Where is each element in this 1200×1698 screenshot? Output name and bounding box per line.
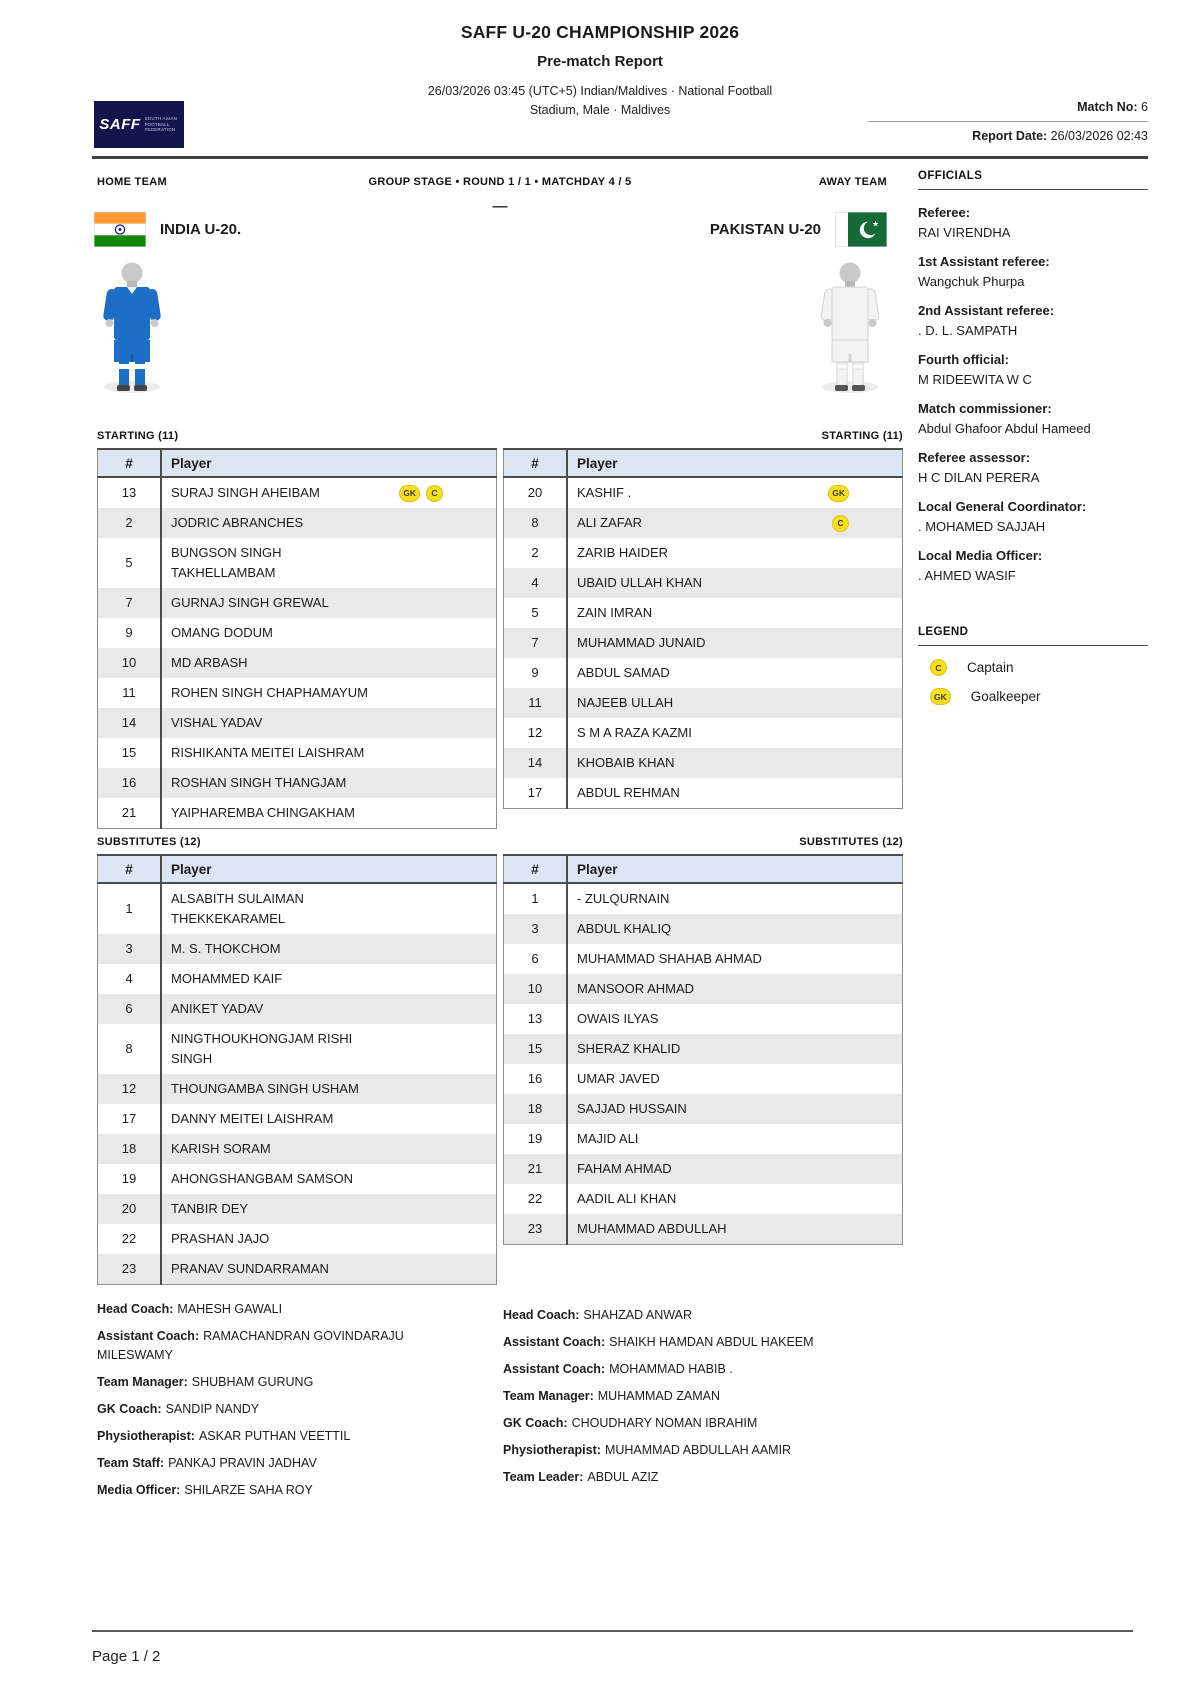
player-row bbox=[504, 1154, 903, 1184]
official-entry bbox=[918, 301, 1148, 341]
player-name: RISHIKANTA MEITEI LAISHRAM bbox=[171, 745, 365, 760]
player-number: 13 bbox=[98, 477, 162, 508]
staff-entry bbox=[97, 1327, 475, 1365]
player-number: 14 bbox=[98, 708, 162, 738]
staff-entry bbox=[503, 1306, 933, 1325]
player-number: 23 bbox=[98, 1254, 162, 1285]
player-row bbox=[98, 1194, 497, 1224]
player-name: PRANAV SUNDARRAMAN bbox=[171, 1261, 329, 1276]
staff-entry bbox=[97, 1373, 475, 1392]
official-entry bbox=[918, 399, 1148, 439]
player-name: THOUNGAMBA SINGH USHAM bbox=[171, 1081, 359, 1096]
player-row bbox=[98, 934, 497, 964]
player-row bbox=[98, 477, 497, 508]
home-staff-section bbox=[97, 1300, 475, 1508]
player-name: ABDUL SAMAD bbox=[577, 665, 670, 680]
player-name: YAIPHAREMBA CHINGAKHAM bbox=[171, 805, 355, 820]
staff-name: ABDUL AZIZ bbox=[587, 1470, 659, 1484]
player-row bbox=[504, 538, 903, 568]
staff-entry bbox=[97, 1481, 475, 1500]
player-number: 7 bbox=[504, 628, 568, 658]
player-name: TANBIR DEY bbox=[171, 1201, 249, 1216]
staff-role-label: GK Coach: bbox=[97, 1402, 162, 1416]
staff-name: MUHAMMAD ABDULLAH AAMIR bbox=[604, 1443, 792, 1457]
player-name: NINGTHOUKHONGJAM RISHI SINGH bbox=[171, 1031, 353, 1066]
player-number: 11 bbox=[504, 688, 568, 718]
away-kit-figure bbox=[818, 258, 882, 394]
player-row bbox=[98, 738, 497, 768]
match-datetime-venue-line2: Stadium, Male · Maldives bbox=[529, 103, 671, 117]
official-entry bbox=[918, 350, 1148, 390]
player-row bbox=[504, 974, 903, 1004]
player-column-header: Player bbox=[567, 855, 903, 883]
player-row bbox=[504, 1004, 903, 1034]
player-row bbox=[504, 778, 903, 809]
staff-role-label: Physiotherapist: bbox=[97, 1429, 195, 1443]
player-number: 18 bbox=[98, 1134, 162, 1164]
away-substitutes-label: SUBSTITUTES (12) bbox=[799, 836, 903, 848]
goalkeeper-badge: GK bbox=[828, 485, 849, 502]
official-role-label: 1st Assistant referee: bbox=[918, 254, 1050, 269]
legend-list bbox=[918, 659, 1148, 705]
player-number: 8 bbox=[504, 508, 568, 538]
player-number: 14 bbox=[504, 748, 568, 778]
svg-text:★: ★ bbox=[872, 219, 880, 229]
player-name: UMAR JAVED bbox=[577, 1071, 660, 1086]
officials-panel bbox=[918, 170, 1148, 595]
staff-role-label: Team Manager: bbox=[97, 1375, 188, 1389]
home-substitutes-section bbox=[97, 836, 497, 1285]
player-name: ALSABITH SULAIMAN THEKKEKARAMEL bbox=[171, 891, 304, 926]
player-name: GURNAJ SINGH GREWAL bbox=[171, 595, 329, 610]
player-number: 21 bbox=[98, 798, 162, 829]
player-name: MUHAMMAD SHAHAB AHMAD bbox=[577, 951, 762, 966]
away-starting-table bbox=[503, 448, 903, 809]
number-column-header: # bbox=[504, 449, 568, 477]
legend-badge-icon: C bbox=[930, 659, 947, 676]
player-column-header: Player bbox=[161, 855, 497, 883]
player-name: SURAJ SINGH AHEIBAM bbox=[171, 485, 320, 500]
match-number-value: 6 bbox=[1141, 100, 1148, 114]
table-header-row bbox=[504, 449, 903, 477]
legend-item bbox=[930, 688, 1148, 705]
number-column-header: # bbox=[98, 855, 162, 883]
home-kit-figure bbox=[100, 258, 164, 394]
player-name: ZARIB HAIDER bbox=[577, 545, 669, 560]
player-number: 17 bbox=[504, 778, 568, 809]
staff-role-label: Team Leader: bbox=[503, 1470, 584, 1484]
staff-name: SANDIP NANDY bbox=[165, 1402, 260, 1416]
report-date-value: 26/03/2026 02:43 bbox=[1050, 129, 1148, 143]
player-row bbox=[98, 994, 497, 1024]
staff-role-label: Assistant Coach: bbox=[503, 1335, 606, 1349]
match-number-label: Match No: bbox=[1077, 100, 1138, 114]
player-number: 15 bbox=[98, 738, 162, 768]
home-substitutes-label: SUBSTITUTES (12) bbox=[97, 836, 201, 848]
player-row bbox=[98, 1134, 497, 1164]
player-name: ZAIN IMRAN bbox=[577, 605, 653, 620]
report-date bbox=[868, 122, 1148, 143]
official-name: . D. L. SAMPATH bbox=[918, 323, 1018, 338]
staff-name: SHILARZE SAHA ROY bbox=[184, 1483, 313, 1497]
goalkeeper-badge: GK bbox=[399, 485, 420, 502]
staff-role-label: Assistant Coach: bbox=[503, 1362, 606, 1376]
player-row bbox=[98, 964, 497, 994]
player-name: MOHAMMED KAIF bbox=[171, 971, 283, 986]
legend-heading: LEGEND bbox=[918, 626, 1148, 646]
number-column-header: # bbox=[98, 449, 162, 477]
player-number: 12 bbox=[98, 1074, 162, 1104]
player-column-header: Player bbox=[161, 449, 497, 477]
player-name: OMANG DODUM bbox=[171, 625, 273, 640]
player-row bbox=[504, 688, 903, 718]
player-name: M. S. THOKCHOM bbox=[171, 941, 281, 956]
officials-list bbox=[918, 203, 1148, 586]
staff-entry bbox=[503, 1414, 933, 1433]
staff-role-label: Head Coach: bbox=[503, 1308, 580, 1322]
player-name: KASHIF . bbox=[577, 485, 632, 500]
official-role-label: Local General Coordinator: bbox=[918, 499, 1087, 514]
player-number: 11 bbox=[98, 678, 162, 708]
player-row bbox=[98, 708, 497, 738]
player-name: KHOBAIB KHAN bbox=[577, 755, 675, 770]
home-team-name: INDIA U-20. bbox=[160, 221, 242, 238]
staff-role-label: Team Manager: bbox=[503, 1389, 594, 1403]
staff-entry bbox=[97, 1400, 475, 1419]
player-name: MD ARBASH bbox=[171, 655, 248, 670]
player-name: PRASHAN JAJO bbox=[171, 1231, 270, 1246]
official-entry bbox=[918, 497, 1148, 537]
player-number: 10 bbox=[98, 648, 162, 678]
legend-badge-icon: GK bbox=[930, 688, 951, 705]
player-row bbox=[504, 477, 903, 508]
player-name: BUNGSON SINGH TAKHELLAMBAM bbox=[171, 545, 282, 580]
staff-name: SHAIKH HAMDAN ABDUL HAKEEM bbox=[609, 1335, 814, 1349]
away-staff-section bbox=[503, 1306, 933, 1495]
staff-entry bbox=[503, 1387, 933, 1406]
official-name: RAI VIRENDHA bbox=[918, 225, 1011, 240]
player-badges bbox=[399, 485, 487, 502]
india-flag-icon bbox=[94, 212, 146, 247]
player-name: FAHAM AHMAD bbox=[577, 1161, 672, 1176]
staff-role-label: Head Coach: bbox=[97, 1302, 174, 1316]
player-number: 6 bbox=[98, 994, 162, 1024]
official-role-label: Local Media Officer: bbox=[918, 548, 1043, 563]
player-name: UBAID ULLAH KHAN bbox=[577, 575, 702, 590]
player-name: MUHAMMAD JUNAID bbox=[577, 635, 706, 650]
player-number: 4 bbox=[98, 964, 162, 994]
staff-name: MAHESH GAWALI bbox=[177, 1302, 283, 1316]
staff-role-label: Physiotherapist: bbox=[503, 1443, 601, 1457]
staff-entry bbox=[97, 1300, 475, 1319]
staff-name: ASKAR PUTHAN VEETTIL bbox=[198, 1429, 351, 1443]
official-role-label: Referee: bbox=[918, 205, 971, 220]
player-row bbox=[504, 1034, 903, 1064]
captain-badge: C bbox=[426, 485, 443, 502]
player-row bbox=[504, 628, 903, 658]
staff-entry bbox=[97, 1427, 475, 1446]
official-name: Abdul Ghafoor Abdul Hameed bbox=[918, 421, 1091, 436]
staff-role-label: Media Officer: bbox=[97, 1483, 181, 1497]
player-number: 13 bbox=[504, 1004, 568, 1034]
player-number: 4 bbox=[504, 568, 568, 598]
pakistan-flag-icon bbox=[835, 212, 887, 247]
player-row bbox=[98, 538, 497, 588]
official-role-label: 2nd Assistant referee: bbox=[918, 303, 1055, 318]
player-row bbox=[98, 508, 497, 538]
away-team-name: PAKISTAN U-20 bbox=[709, 221, 821, 238]
player-row bbox=[504, 1094, 903, 1124]
staff-name: CHOUDHARY NOMAN IBRAHIM bbox=[571, 1416, 758, 1430]
player-row bbox=[98, 678, 497, 708]
home-starting-section bbox=[97, 430, 497, 829]
official-role-label: Match commissioner: bbox=[918, 401, 1052, 416]
player-row bbox=[504, 1184, 903, 1214]
player-number: 20 bbox=[504, 477, 568, 508]
saff-logo-caption: SOUTH ASIAN FOOTBALL FEDERATION bbox=[144, 116, 178, 133]
player-number: 22 bbox=[98, 1224, 162, 1254]
player-name: MAJID ALI bbox=[577, 1131, 639, 1146]
staff-name: SHAHZAD ANWAR bbox=[583, 1308, 692, 1322]
page-number: Page 1 / 2 bbox=[92, 1648, 161, 1665]
away-team bbox=[503, 212, 887, 247]
player-number: 23 bbox=[504, 1214, 568, 1245]
official-entry bbox=[918, 203, 1148, 243]
home-staff-list bbox=[97, 1300, 475, 1500]
player-row bbox=[504, 1124, 903, 1154]
player-number: 7 bbox=[98, 588, 162, 618]
player-name: S M A RAZA KAZMI bbox=[577, 725, 692, 740]
player-row bbox=[98, 883, 497, 934]
player-name: ROHEN SINGH CHAPHAMAYUM bbox=[171, 685, 368, 700]
saff-logo-text: SAFF bbox=[99, 116, 141, 133]
player-row bbox=[504, 914, 903, 944]
player-row bbox=[98, 1104, 497, 1134]
away-starting-section bbox=[503, 430, 903, 809]
player-name: ABDUL REHMAN bbox=[577, 785, 680, 800]
player-row bbox=[504, 568, 903, 598]
player-row bbox=[504, 508, 903, 538]
home-team bbox=[94, 212, 241, 247]
staff-name: MOHAMMAD HABIB . bbox=[609, 1362, 733, 1376]
player-row bbox=[504, 748, 903, 778]
staff-name: SHUBHAM GURUNG bbox=[191, 1375, 314, 1389]
player-row bbox=[98, 1024, 497, 1074]
staff-entry bbox=[503, 1360, 933, 1379]
player-row bbox=[98, 648, 497, 678]
player-name: MUHAMMAD ABDULLAH bbox=[577, 1221, 727, 1236]
page-title: SAFF U-20 CHAMPIONSHIP 2026 bbox=[460, 22, 740, 42]
player-name: MANSOOR AHMAD bbox=[577, 981, 695, 996]
player-number: 5 bbox=[504, 598, 568, 628]
player-row bbox=[98, 1224, 497, 1254]
player-number: 16 bbox=[98, 768, 162, 798]
player-row bbox=[98, 768, 497, 798]
away-starting-label: STARTING (11) bbox=[821, 430, 903, 442]
match-number bbox=[868, 100, 1148, 122]
home-team-label: HOME TEAM bbox=[97, 176, 167, 188]
player-row bbox=[98, 798, 497, 829]
official-role-label: Referee assessor: bbox=[918, 450, 1031, 465]
player-name: - ZULQURNAIN bbox=[577, 891, 670, 906]
player-name: ALI ZAFAR bbox=[577, 515, 643, 530]
player-number: 22 bbox=[504, 1184, 568, 1214]
captain-badge: C bbox=[832, 515, 849, 532]
player-name: JODRIC ABRANCHES bbox=[171, 515, 304, 530]
player-number: 19 bbox=[98, 1164, 162, 1194]
player-row bbox=[504, 944, 903, 974]
official-name: Wangchuk Phurpa bbox=[918, 274, 1025, 289]
number-column-header: # bbox=[504, 855, 568, 883]
player-number: 16 bbox=[504, 1064, 568, 1094]
player-number: 6 bbox=[504, 944, 568, 974]
player-row bbox=[504, 718, 903, 748]
player-name: KARISH SORAM bbox=[171, 1141, 271, 1156]
player-name: ROSHAN SINGH THANGJAM bbox=[171, 775, 347, 790]
player-row bbox=[98, 588, 497, 618]
player-name: NAJEEB ULLAH bbox=[577, 695, 674, 710]
player-number: 15 bbox=[504, 1034, 568, 1064]
table-header-row bbox=[98, 449, 497, 477]
legend-item-label: Goalkeeper bbox=[970, 689, 1041, 704]
legend-item-label: Captain bbox=[967, 660, 1014, 675]
table-header-row bbox=[98, 855, 497, 883]
player-number: 20 bbox=[98, 1194, 162, 1224]
home-substitutes-table bbox=[97, 854, 497, 1285]
player-number: 2 bbox=[98, 508, 162, 538]
player-number: 12 bbox=[504, 718, 568, 748]
staff-name: MUHAMMAD ZAMAN bbox=[597, 1389, 720, 1403]
player-row bbox=[504, 658, 903, 688]
player-row bbox=[504, 1064, 903, 1094]
player-number: 17 bbox=[98, 1104, 162, 1134]
player-name: AADIL ALI KHAN bbox=[577, 1191, 677, 1206]
player-row bbox=[98, 618, 497, 648]
away-staff-list bbox=[503, 1306, 933, 1487]
player-name: SAJJAD HUSSAIN bbox=[577, 1101, 687, 1116]
match-meta bbox=[868, 100, 1148, 143]
report-date-label: Report Date: bbox=[972, 129, 1048, 143]
officials-heading: OFFICIALS bbox=[918, 170, 1148, 190]
player-number: 1 bbox=[504, 883, 568, 914]
staff-role-label: Team Staff: bbox=[97, 1456, 165, 1470]
official-name: H C DILAN PERERA bbox=[918, 470, 1040, 485]
player-name: ANIKET YADAV bbox=[171, 1001, 264, 1016]
player-column-header: Player bbox=[567, 449, 903, 477]
home-starting-table bbox=[97, 448, 497, 829]
official-entry bbox=[918, 448, 1148, 488]
player-row bbox=[504, 883, 903, 914]
player-name: ABDUL KHALIQ bbox=[577, 921, 672, 936]
player-number: 5 bbox=[98, 538, 162, 588]
player-row bbox=[98, 1254, 497, 1285]
home-starting-label: STARTING (11) bbox=[97, 430, 179, 442]
official-name: . AHMED WASIF bbox=[918, 568, 1016, 583]
player-row bbox=[504, 1214, 903, 1245]
staff-role-label: Assistant Coach: bbox=[97, 1329, 200, 1343]
player-number: 19 bbox=[504, 1124, 568, 1154]
player-row bbox=[98, 1074, 497, 1104]
staff-entry bbox=[503, 1468, 933, 1487]
official-entry bbox=[918, 546, 1148, 586]
official-entry bbox=[918, 252, 1148, 292]
staff-role-label: GK Coach: bbox=[503, 1416, 568, 1430]
official-name: . MOHAMED SAJJAH bbox=[918, 519, 1046, 534]
player-name: SHERAZ KHALID bbox=[577, 1041, 681, 1056]
player-number: 8 bbox=[98, 1024, 162, 1074]
player-badges bbox=[828, 485, 893, 502]
staff-name: PANKAJ PRAVIN JADHAV bbox=[168, 1456, 317, 1470]
match-datetime-venue-line1: 26/03/2026 03:45 (UTC+5) Indian/Maldives · National Football bbox=[427, 84, 773, 98]
player-row bbox=[98, 1164, 497, 1194]
player-name: DANNY MEITEI LAISHRAM bbox=[171, 1111, 334, 1126]
staff-name: RAMACHANDRAN GOVINDARAJU MILESWAMY bbox=[97, 1329, 404, 1362]
score-separator: — bbox=[492, 198, 508, 215]
stage-line: GROUP STAGE • ROUND 1 / 1 • MATCHDAY 4 / 5 bbox=[368, 176, 632, 188]
player-name: AHONGSHANGBAM SAMSON bbox=[171, 1171, 354, 1186]
table-header-row bbox=[504, 855, 903, 883]
player-number: 18 bbox=[504, 1094, 568, 1124]
player-row bbox=[504, 598, 903, 628]
player-name: OWAIS ILYAS bbox=[577, 1011, 659, 1026]
official-name: M RIDEEWITA W C bbox=[918, 372, 1032, 387]
away-team-label: AWAY TEAM bbox=[818, 176, 887, 188]
official-role-label: Fourth official: bbox=[918, 352, 1009, 367]
player-number: 2 bbox=[504, 538, 568, 568]
saff-logo bbox=[94, 101, 184, 148]
player-badges bbox=[832, 515, 893, 532]
player-number: 10 bbox=[504, 974, 568, 1004]
player-name: VISHAL YADAV bbox=[171, 715, 263, 730]
player-number: 3 bbox=[98, 934, 162, 964]
page-subtitle: Pre-match Report bbox=[537, 53, 663, 70]
staff-entry bbox=[503, 1441, 933, 1460]
player-number: 9 bbox=[504, 658, 568, 688]
legend-panel bbox=[918, 626, 1148, 717]
player-number: 21 bbox=[504, 1154, 568, 1184]
player-number: 1 bbox=[98, 883, 162, 934]
staff-entry bbox=[503, 1333, 933, 1352]
header-divider bbox=[92, 156, 1148, 159]
away-substitutes-table bbox=[503, 854, 903, 1245]
player-number: 3 bbox=[504, 914, 568, 944]
player-number: 9 bbox=[98, 618, 162, 648]
staff-entry bbox=[97, 1454, 475, 1473]
legend-item bbox=[930, 659, 1148, 676]
away-substitutes-section bbox=[503, 836, 903, 1245]
footer-divider bbox=[92, 1630, 1133, 1632]
